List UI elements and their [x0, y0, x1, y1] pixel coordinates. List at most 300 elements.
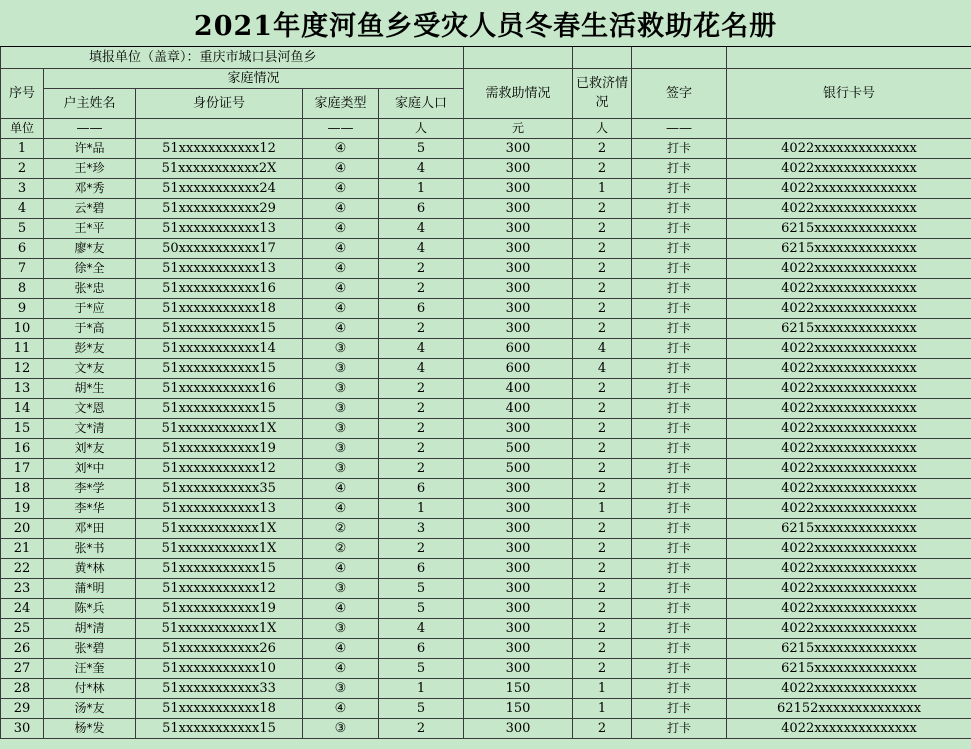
table-row — [1, 458, 971, 478]
bank-card-cell[interactable]: 6215xxxxxxxxxxxxxx — [727, 318, 971, 338]
bank-card-cell[interactable]: 4022xxxxxxxxxxxxxx — [727, 398, 971, 418]
table-row — [1, 298, 971, 318]
head-name-cell[interactable]: 邓*秀 — [44, 178, 136, 198]
table-row — [1, 238, 971, 258]
head-name-cell[interactable]: 胡*清 — [44, 618, 136, 638]
head-name-cell[interactable]: 汪*奎 — [44, 658, 136, 678]
bank-card-cell[interactable]: 4022xxxxxxxxxxxxxx — [727, 338, 971, 358]
already-aid-cell[interactable]: 2 — [573, 618, 632, 638]
head-name-cell[interactable]: 李*华 — [44, 498, 136, 518]
header-sign: 签字 — [632, 68, 727, 118]
bank-card-cell[interactable]: 4022xxxxxxxxxxxxxx — [727, 298, 971, 318]
seq-cell[interactable]: 1 — [1, 138, 44, 158]
seq-cell[interactable]: 23 — [1, 578, 44, 598]
family-pop-cell[interactable]: 4 — [379, 358, 464, 378]
family-pop-cell[interactable]: 6 — [379, 298, 464, 318]
head-name-cell[interactable]: 于*应 — [44, 298, 136, 318]
id-no-cell[interactable]: 51xxxxxxxxxxx16 — [136, 278, 303, 298]
family-type-cell[interactable]: ③ — [303, 358, 379, 378]
already-aid-cell[interactable]: 2 — [573, 598, 632, 618]
family-pop-cell[interactable]: 1 — [379, 178, 464, 198]
bank-card-cell[interactable]: 4022xxxxxxxxxxxxxx — [727, 458, 971, 478]
sign-cell[interactable]: 打卡 — [632, 378, 727, 398]
already-aid-cell[interactable]: 2 — [573, 298, 632, 318]
sign-cell[interactable]: 打卡 — [632, 438, 727, 458]
seq-cell[interactable]: 10 — [1, 318, 44, 338]
family-type-cell[interactable]: ④ — [303, 258, 379, 278]
id-no-cell[interactable]: 51xxxxxxxxxxx10 — [136, 658, 303, 678]
id-no-cell[interactable]: 51xxxxxxxxxxx12 — [136, 138, 303, 158]
header-bank-card: 银行卡号 — [727, 68, 971, 118]
table-row — [1, 518, 971, 538]
need-aid-cell[interactable]: 150 — [464, 678, 573, 698]
sign-cell[interactable]: 打卡 — [632, 538, 727, 558]
head-name-cell[interactable]: 文*恩 — [44, 398, 136, 418]
table-row — [1, 258, 971, 278]
bank-card-cell[interactable]: 4022xxxxxxxxxxxxxx — [727, 418, 971, 438]
table-row — [1, 718, 971, 738]
seq-cell[interactable]: 5 — [1, 218, 44, 238]
head-name-cell[interactable]: 张*忠 — [44, 278, 136, 298]
header-seq: 序号 — [1, 68, 44, 118]
need-aid-cell[interactable]: 300 — [464, 578, 573, 598]
seq-cell[interactable]: 12 — [1, 358, 44, 378]
family-type-cell[interactable]: ④ — [303, 318, 379, 338]
table-row — [1, 618, 971, 638]
id-no-cell[interactable]: 51xxxxxxxxxxx16 — [136, 378, 303, 398]
seq-cell[interactable]: 17 — [1, 458, 44, 478]
bank-card-cell[interactable]: 4022xxxxxxxxxxxxxx — [727, 198, 971, 218]
family-pop-cell[interactable]: 2 — [379, 458, 464, 478]
seq-cell[interactable]: 18 — [1, 478, 44, 498]
need-aid-cell[interactable]: 300 — [464, 518, 573, 538]
already-aid-cell[interactable]: 2 — [573, 478, 632, 498]
need-aid-cell[interactable]: 300 — [464, 138, 573, 158]
bank-card-cell[interactable]: 6215xxxxxxxxxxxxxx — [727, 518, 971, 538]
already-aid-cell[interactable]: 2 — [573, 538, 632, 558]
family-type-cell[interactable]: ④ — [303, 178, 379, 198]
family-pop-cell[interactable]: 2 — [379, 438, 464, 458]
sign-cell[interactable]: 打卡 — [632, 278, 727, 298]
head-name-cell[interactable]: 云*碧 — [44, 198, 136, 218]
need-aid-cell[interactable]: 300 — [464, 198, 573, 218]
sign-cell[interactable]: 打卡 — [632, 658, 727, 678]
family-type-cell[interactable]: ④ — [303, 498, 379, 518]
unit-already: 人 — [573, 118, 632, 138]
family-type-cell[interactable]: ③ — [303, 678, 379, 698]
bank-card-cell[interactable]: 6215xxxxxxxxxxxxxx — [727, 658, 971, 678]
head-name-cell[interactable]: 彭*友 — [44, 338, 136, 358]
family-type-cell[interactable]: ③ — [303, 418, 379, 438]
family-pop-cell[interactable]: 4 — [379, 618, 464, 638]
need-aid-cell[interactable]: 300 — [464, 278, 573, 298]
already-aid-cell[interactable]: 2 — [573, 458, 632, 478]
sign-cell[interactable]: 打卡 — [632, 578, 727, 598]
family-pop-cell[interactable]: 5 — [379, 658, 464, 678]
seq-cell[interactable]: 29 — [1, 698, 44, 718]
id-no-cell[interactable]: 51xxxxxxxxxxx1X — [136, 618, 303, 638]
id-no-cell[interactable]: 51xxxxxxxxxxx13 — [136, 498, 303, 518]
already-aid-cell[interactable]: 1 — [573, 498, 632, 518]
need-aid-cell[interactable]: 300 — [464, 598, 573, 618]
table-row — [1, 158, 971, 178]
table-row — [1, 398, 971, 418]
bank-card-cell[interactable]: 4022xxxxxxxxxxxxxx — [727, 158, 971, 178]
seq-cell[interactable]: 13 — [1, 378, 44, 398]
family-pop-cell[interactable]: 2 — [379, 258, 464, 278]
family-pop-cell[interactable]: 1 — [379, 678, 464, 698]
head-name-cell[interactable]: 王*平 — [44, 218, 136, 238]
bank-card-cell[interactable]: 6215xxxxxxxxxxxxxx — [727, 218, 971, 238]
bank-card-cell[interactable]: 4022xxxxxxxxxxxxxx — [727, 678, 971, 698]
family-pop-cell[interactable]: 2 — [379, 718, 464, 738]
bank-card-cell[interactable]: 4022xxxxxxxxxxxxxx — [727, 258, 971, 278]
head-name-cell[interactable]: 张*书 — [44, 538, 136, 558]
seq-cell[interactable]: 2 — [1, 158, 44, 178]
family-type-cell[interactable]: ② — [303, 518, 379, 538]
id-no-cell[interactable]: 51xxxxxxxxxxx1X — [136, 518, 303, 538]
need-aid-cell[interactable]: 300 — [464, 718, 573, 738]
need-aid-cell[interactable]: 300 — [464, 558, 573, 578]
seq-cell[interactable]: 11 — [1, 338, 44, 358]
bank-card-cell[interactable]: 4022xxxxxxxxxxxxxx — [727, 558, 971, 578]
need-aid-cell[interactable]: 300 — [464, 258, 573, 278]
family-pop-cell[interactable]: 6 — [379, 558, 464, 578]
bank-card-cell[interactable]: 4022xxxxxxxxxxxxxx — [727, 178, 971, 198]
id-no-cell[interactable]: 51xxxxxxxxxxx15 — [136, 358, 303, 378]
seq-cell[interactable]: 9 — [1, 298, 44, 318]
sign-cell[interactable]: 打卡 — [632, 218, 727, 238]
seq-cell[interactable]: 6 — [1, 238, 44, 258]
sign-cell[interactable]: 打卡 — [632, 418, 727, 438]
seq-cell[interactable]: 16 — [1, 438, 44, 458]
family-type-cell[interactable]: ④ — [303, 698, 379, 718]
need-aid-cell[interactable]: 300 — [464, 418, 573, 438]
head-name-cell[interactable]: 胡*生 — [44, 378, 136, 398]
family-type-cell[interactable]: ③ — [303, 718, 379, 738]
id-no-cell[interactable]: 51xxxxxxxxxxx24 — [136, 178, 303, 198]
already-aid-cell[interactable]: 2 — [573, 638, 632, 658]
bank-card-cell[interactable]: 62152xxxxxxxxxxxxxx — [727, 698, 971, 718]
already-aid-cell[interactable]: 2 — [573, 558, 632, 578]
already-aid-cell[interactable]: 2 — [573, 218, 632, 238]
already-aid-cell[interactable]: 2 — [573, 578, 632, 598]
id-no-cell[interactable]: 51xxxxxxxxxxx19 — [136, 438, 303, 458]
sign-cell[interactable]: 打卡 — [632, 198, 727, 218]
seq-cell[interactable]: 20 — [1, 518, 44, 538]
id-no-cell[interactable]: 51xxxxxxxxxxx2X — [136, 158, 303, 178]
id-no-cell[interactable]: 51xxxxxxxxxxx33 — [136, 678, 303, 698]
sign-cell[interactable]: 打卡 — [632, 698, 727, 718]
seq-cell[interactable]: 21 — [1, 538, 44, 558]
need-aid-cell[interactable]: 500 — [464, 458, 573, 478]
sign-cell[interactable]: 打卡 — [632, 558, 727, 578]
family-pop-cell[interactable]: 4 — [379, 238, 464, 258]
header-already-aid: 已救济情况 — [573, 68, 632, 118]
already-aid-cell[interactable]: 4 — [573, 358, 632, 378]
id-no-cell[interactable]: 51xxxxxxxxxxx13 — [136, 258, 303, 278]
head-name-cell[interactable]: 文*友 — [44, 358, 136, 378]
unit-row — [1, 118, 971, 138]
bank-card-cell[interactable]: 4022xxxxxxxxxxxxxx — [727, 618, 971, 638]
sign-cell[interactable]: 打卡 — [632, 298, 727, 318]
sign-cell[interactable]: 打卡 — [632, 338, 727, 358]
id-no-cell[interactable]: 51xxxxxxxxxxx35 — [136, 478, 303, 498]
sign-cell[interactable]: 打卡 — [632, 718, 727, 738]
sign-cell[interactable]: 打卡 — [632, 638, 727, 658]
bank-card-cell[interactable]: 4022xxxxxxxxxxxxxx — [727, 478, 971, 498]
sign-cell[interactable]: 打卡 — [632, 138, 727, 158]
already-aid-cell[interactable]: 2 — [573, 418, 632, 438]
family-type-cell[interactable]: ③ — [303, 458, 379, 478]
table-row — [1, 558, 971, 578]
bank-card-cell[interactable]: 4022xxxxxxxxxxxxxx — [727, 278, 971, 298]
head-name-cell[interactable]: 刘*友 — [44, 438, 136, 458]
head-name-cell[interactable]: 王*珍 — [44, 158, 136, 178]
header-family-type: 家庭类型 — [303, 88, 379, 118]
already-aid-cell[interactable]: 2 — [573, 398, 632, 418]
id-no-cell[interactable]: 51xxxxxxxxxxx13 — [136, 218, 303, 238]
already-aid-cell[interactable]: 2 — [573, 438, 632, 458]
sign-cell[interactable]: 打卡 — [632, 398, 727, 418]
table-row — [1, 538, 971, 558]
already-aid-cell[interactable]: 2 — [573, 238, 632, 258]
table-row — [1, 698, 971, 718]
head-name-cell[interactable]: 陈*兵 — [44, 598, 136, 618]
need-aid-cell[interactable]: 300 — [464, 298, 573, 318]
head-name-cell[interactable]: 廖*友 — [44, 238, 136, 258]
family-type-cell[interactable]: ③ — [303, 378, 379, 398]
id-no-cell[interactable]: 51xxxxxxxxxxx19 — [136, 598, 303, 618]
already-aid-cell[interactable]: 2 — [573, 658, 632, 678]
sign-cell[interactable]: 打卡 — [632, 678, 727, 698]
head-name-cell[interactable]: 杨*发 — [44, 718, 136, 738]
header-id-no: 身份证号 — [136, 88, 303, 118]
bank-card-cell[interactable]: 4022xxxxxxxxxxxxxx — [727, 138, 971, 158]
sign-cell[interactable]: 打卡 — [632, 618, 727, 638]
seq-cell[interactable]: 28 — [1, 678, 44, 698]
id-no-cell[interactable]: 50xxxxxxxxxxx17 — [136, 238, 303, 258]
family-type-cell[interactable]: ④ — [303, 598, 379, 618]
family-pop-cell[interactable]: 2 — [379, 418, 464, 438]
need-aid-cell[interactable]: 600 — [464, 338, 573, 358]
already-aid-cell[interactable]: 2 — [573, 318, 632, 338]
family-type-cell[interactable]: ④ — [303, 638, 379, 658]
bank-card-cell[interactable]: 4022xxxxxxxxxxxxxx — [727, 578, 971, 598]
id-no-cell[interactable]: 51xxxxxxxxxxx26 — [136, 638, 303, 658]
family-pop-cell[interactable]: 6 — [379, 198, 464, 218]
id-no-cell[interactable]: 51xxxxxxxxxxx15 — [136, 718, 303, 738]
data-rows — [1, 138, 971, 738]
need-aid-cell[interactable]: 300 — [464, 478, 573, 498]
id-no-cell[interactable]: 51xxxxxxxxxxx29 — [136, 198, 303, 218]
sign-cell[interactable]: 打卡 — [632, 518, 727, 538]
id-no-cell[interactable]: 51xxxxxxxxxxx1X — [136, 418, 303, 438]
head-name-cell[interactable]: 徐*全 — [44, 258, 136, 278]
family-pop-cell[interactable]: 2 — [379, 378, 464, 398]
need-aid-cell[interactable]: 300 — [464, 158, 573, 178]
already-aid-cell[interactable]: 2 — [573, 258, 632, 278]
already-aid-cell[interactable]: 2 — [573, 378, 632, 398]
family-type-cell[interactable]: ③ — [303, 618, 379, 638]
bank-card-cell[interactable]: 4022xxxxxxxxxxxxxx — [727, 378, 971, 398]
id-no-cell[interactable]: 51xxxxxxxxxxx1X — [136, 538, 303, 558]
family-pop-cell[interactable]: 5 — [379, 138, 464, 158]
family-type-cell[interactable]: ④ — [303, 558, 379, 578]
family-type-cell[interactable]: ④ — [303, 658, 379, 678]
head-name-cell[interactable]: 黄*林 — [44, 558, 136, 578]
seq-cell[interactable]: 14 — [1, 398, 44, 418]
need-aid-cell[interactable]: 300 — [464, 178, 573, 198]
family-type-cell[interactable]: ③ — [303, 438, 379, 458]
need-aid-cell[interactable]: 500 — [464, 438, 573, 458]
table-row — [1, 578, 971, 598]
head-name-cell[interactable]: 文*清 — [44, 418, 136, 438]
seq-cell[interactable]: 8 — [1, 278, 44, 298]
id-no-cell[interactable]: 51xxxxxxxxxxx12 — [136, 458, 303, 478]
already-aid-cell[interactable]: 2 — [573, 718, 632, 738]
bank-card-cell[interactable]: 4022xxxxxxxxxxxxxx — [727, 598, 971, 618]
seq-cell[interactable]: 26 — [1, 638, 44, 658]
family-type-cell[interactable]: ④ — [303, 198, 379, 218]
id-no-cell[interactable]: 51xxxxxxxxxxx15 — [136, 398, 303, 418]
family-type-cell[interactable]: ④ — [303, 278, 379, 298]
need-aid-cell[interactable]: 300 — [464, 498, 573, 518]
already-aid-cell[interactable]: 1 — [573, 698, 632, 718]
bank-card-cell[interactable]: 4022xxxxxxxxxxxxxx — [727, 438, 971, 458]
already-aid-cell[interactable]: 2 — [573, 138, 632, 158]
need-aid-cell[interactable]: 300 — [464, 218, 573, 238]
family-type-cell[interactable]: ④ — [303, 478, 379, 498]
header-family-info: 家庭情况 — [44, 68, 464, 88]
bank-card-cell[interactable]: 4022xxxxxxxxxxxxxx — [727, 718, 971, 738]
sign-cell[interactable]: 打卡 — [632, 598, 727, 618]
head-name-cell[interactable]: 邓*田 — [44, 518, 136, 538]
need-aid-cell[interactable]: 400 — [464, 398, 573, 418]
seq-cell[interactable]: 19 — [1, 498, 44, 518]
header-head-name: 户主姓名 — [44, 88, 136, 118]
family-pop-cell[interactable]: 1 — [379, 498, 464, 518]
id-no-cell[interactable]: 51xxxxxxxxxxx18 — [136, 298, 303, 318]
need-aid-cell[interactable]: 300 — [464, 658, 573, 678]
family-type-cell[interactable]: ② — [303, 538, 379, 558]
already-aid-cell[interactable]: 1 — [573, 178, 632, 198]
family-pop-cell[interactable]: 2 — [379, 318, 464, 338]
family-pop-cell[interactable]: 5 — [379, 598, 464, 618]
bank-card-cell[interactable]: 4022xxxxxxxxxxxxxx — [727, 498, 971, 518]
seq-cell[interactable]: 25 — [1, 618, 44, 638]
need-aid-cell[interactable]: 300 — [464, 538, 573, 558]
sign-cell[interactable]: 打卡 — [632, 318, 727, 338]
bank-card-cell[interactable]: 4022xxxxxxxxxxxxxx — [727, 358, 971, 378]
unit-name: —— — [44, 118, 136, 138]
sign-cell[interactable]: 打卡 — [632, 238, 727, 258]
sign-cell[interactable]: 打卡 — [632, 478, 727, 498]
sign-cell[interactable]: 打卡 — [632, 158, 727, 178]
seq-cell[interactable]: 22 — [1, 558, 44, 578]
family-pop-cell[interactable]: 4 — [379, 218, 464, 238]
family-type-cell[interactable]: ③ — [303, 398, 379, 418]
id-no-cell[interactable]: 51xxxxxxxxxxx18 — [136, 698, 303, 718]
family-type-cell[interactable]: ④ — [303, 158, 379, 178]
sign-cell[interactable]: 打卡 — [632, 178, 727, 198]
seq-cell[interactable]: 15 — [1, 418, 44, 438]
need-aid-cell[interactable]: 600 — [464, 358, 573, 378]
id-no-cell[interactable]: 51xxxxxxxxxxx15 — [136, 558, 303, 578]
head-name-cell[interactable]: 于*高 — [44, 318, 136, 338]
seq-cell[interactable]: 30 — [1, 718, 44, 738]
already-aid-cell[interactable]: 2 — [573, 198, 632, 218]
seq-cell[interactable]: 7 — [1, 258, 44, 278]
sign-cell[interactable]: 打卡 — [632, 258, 727, 278]
need-aid-cell[interactable]: 300 — [464, 638, 573, 658]
sign-cell[interactable]: 打卡 — [632, 358, 727, 378]
seq-cell[interactable]: 24 — [1, 598, 44, 618]
head-name-cell[interactable]: 李*学 — [44, 478, 136, 498]
need-aid-cell[interactable]: 300 — [464, 318, 573, 338]
table-row — [1, 198, 971, 218]
family-type-cell[interactable]: ④ — [303, 138, 379, 158]
unit-pop: 人 — [379, 118, 464, 138]
bank-card-cell[interactable]: 6215xxxxxxxxxxxxxx — [727, 238, 971, 258]
family-pop-cell[interactable]: 4 — [379, 338, 464, 358]
family-pop-cell[interactable]: 5 — [379, 698, 464, 718]
head-name-cell[interactable]: 刘*中 — [44, 458, 136, 478]
family-pop-cell[interactable]: 4 — [379, 158, 464, 178]
family-type-cell[interactable]: ③ — [303, 578, 379, 598]
bank-card-cell[interactable]: 6215xxxxxxxxxxxxxx — [727, 638, 971, 658]
head-name-cell[interactable]: 蒲*明 — [44, 578, 136, 598]
seq-cell[interactable]: 3 — [1, 178, 44, 198]
need-aid-cell[interactable]: 300 — [464, 618, 573, 638]
family-pop-cell[interactable]: 6 — [379, 478, 464, 498]
need-aid-cell[interactable]: 150 — [464, 698, 573, 718]
head-name-cell[interactable]: 张*碧 — [44, 638, 136, 658]
family-pop-cell[interactable]: 2 — [379, 538, 464, 558]
seq-cell[interactable]: 4 — [1, 198, 44, 218]
family-pop-cell[interactable]: 3 — [379, 518, 464, 538]
family-pop-cell[interactable]: 5 — [379, 578, 464, 598]
already-aid-cell[interactable]: 2 — [573, 518, 632, 538]
family-type-cell[interactable]: ④ — [303, 238, 379, 258]
family-pop-cell[interactable]: 2 — [379, 398, 464, 418]
id-no-cell[interactable]: 51xxxxxxxxxxx14 — [136, 338, 303, 358]
bank-card-cell[interactable]: 4022xxxxxxxxxxxxxx — [727, 538, 971, 558]
family-pop-cell[interactable]: 2 — [379, 278, 464, 298]
family-type-cell[interactable]: ④ — [303, 218, 379, 238]
already-aid-cell[interactable]: 2 — [573, 278, 632, 298]
family-pop-cell[interactable]: 6 — [379, 638, 464, 658]
id-no-cell[interactable]: 51xxxxxxxxxxx12 — [136, 578, 303, 598]
head-name-cell[interactable]: 汤*友 — [44, 698, 136, 718]
table-row — [1, 378, 971, 398]
need-aid-cell[interactable]: 400 — [464, 378, 573, 398]
need-aid-cell[interactable]: 300 — [464, 238, 573, 258]
already-aid-cell[interactable]: 1 — [573, 678, 632, 698]
table-row — [1, 638, 971, 658]
table-row — [1, 358, 971, 378]
family-type-cell[interactable]: ③ — [303, 338, 379, 358]
head-name-cell[interactable]: 付*林 — [44, 678, 136, 698]
already-aid-cell[interactable]: 2 — [573, 158, 632, 178]
head-name-cell[interactable]: 许*品 — [44, 138, 136, 158]
already-aid-cell[interactable]: 4 — [573, 338, 632, 358]
family-type-cell[interactable]: ④ — [303, 298, 379, 318]
id-no-cell[interactable]: 51xxxxxxxxxxx15 — [136, 318, 303, 338]
sign-cell[interactable]: 打卡 — [632, 498, 727, 518]
seq-cell[interactable]: 27 — [1, 658, 44, 678]
sign-cell[interactable]: 打卡 — [632, 458, 727, 478]
